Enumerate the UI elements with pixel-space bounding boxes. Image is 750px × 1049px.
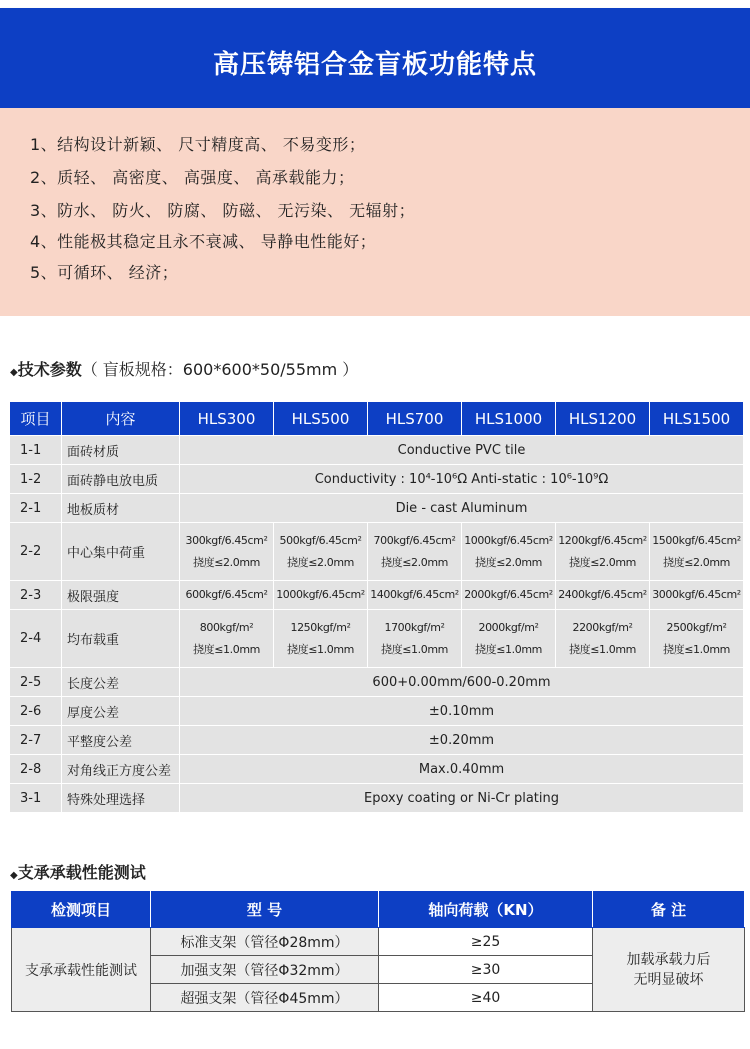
row-label-cell: 平整度公差 bbox=[62, 726, 180, 755]
table-row bbox=[10, 755, 744, 784]
value-cell bbox=[556, 610, 650, 668]
feature-item: 3、防水、 防火、 防腐、 防磁、 无污染、 无辐射； bbox=[30, 201, 416, 220]
spec-section-subtitle: （ 盲板规格：600*600*50/55mm ） bbox=[81, 360, 359, 379]
value-cell bbox=[180, 610, 274, 668]
value-text: 300kgf/6.45cm² 挠度≤2.0mm bbox=[185, 533, 268, 569]
row-number-cell: 2-4 bbox=[10, 610, 62, 668]
column-header: HLS1000 bbox=[462, 402, 556, 436]
value-cell bbox=[650, 610, 744, 668]
value-cell bbox=[650, 581, 744, 610]
row-label-cell: 中心集中荷重 bbox=[62, 523, 180, 581]
row-number-cell: 2-7 bbox=[10, 726, 62, 755]
merged-value-cell: Conductive PVC tile bbox=[180, 436, 744, 465]
value-text: 2000kgf/6.45cm² bbox=[464, 588, 553, 601]
note-text: 加载承载力后 无明显破坏 bbox=[626, 951, 711, 988]
model-cell: 加强支架（管径Φ32mm） bbox=[151, 956, 379, 984]
row-number-cell: 2-2 bbox=[10, 523, 62, 581]
table-row bbox=[10, 494, 744, 523]
support-header-row bbox=[12, 892, 745, 928]
value-cell bbox=[368, 581, 462, 610]
merged-value-cell: Epoxy coating or Ni-Cr plating bbox=[180, 784, 744, 813]
load-cell: ≥25 bbox=[379, 928, 593, 956]
load-cell: ≥40 bbox=[379, 984, 593, 1012]
row-number-cell: 2-3 bbox=[10, 581, 62, 610]
value-text: 700kgf/6.45cm² 挠度≤2.0mm bbox=[373, 533, 456, 569]
row-number-cell: 3-1 bbox=[10, 784, 62, 813]
model-cell: 标准支架（管径Φ28mm） bbox=[151, 928, 379, 956]
features-panel bbox=[0, 108, 750, 316]
row-number-cell: 2-5 bbox=[10, 668, 62, 697]
value-cell bbox=[462, 581, 556, 610]
table-row bbox=[10, 610, 744, 668]
value-cell bbox=[180, 523, 274, 581]
merged-value-cell: 600+0.00mm/600-0.20mm bbox=[180, 668, 744, 697]
row-number-cell: 1-2 bbox=[10, 465, 62, 494]
spec-header-row bbox=[10, 402, 744, 436]
value-text: 2500kgf/m² 挠度≤1.0mm bbox=[663, 620, 730, 656]
model-cell: 超强支架（管径Φ45mm） bbox=[151, 984, 379, 1012]
row-label-cell: 特殊处理选择 bbox=[62, 784, 180, 813]
merged-value-cell: ±0.20mm bbox=[180, 726, 744, 755]
support-section-title: 支承承载性能测试 bbox=[17, 863, 146, 882]
value-text: 800kgf/m² 挠度≤1.0mm bbox=[193, 620, 260, 656]
table-row bbox=[10, 523, 744, 581]
value-text: 1000kgf/6.45cm² bbox=[276, 588, 365, 601]
column-header: HLS1200 bbox=[556, 402, 650, 436]
feature-item: 2、质轻、 高密度、 高强度、 高承载能力； bbox=[30, 168, 355, 187]
column-header: 内容 bbox=[62, 402, 180, 436]
value-text: 3000kgf/6.45cm² bbox=[652, 588, 741, 601]
note-cell bbox=[593, 928, 745, 1012]
value-cell bbox=[274, 610, 368, 668]
row-label-cell: 面砖材质 bbox=[62, 436, 180, 465]
value-text: 1700kgf/m² 挠度≤1.0mm bbox=[381, 620, 448, 656]
value-text: 600kgf/6.45cm² bbox=[185, 588, 268, 601]
row-label-cell: 极限强度 bbox=[62, 581, 180, 610]
row-label-cell: 厚度公差 bbox=[62, 697, 180, 726]
column-header: 检测项目 bbox=[12, 892, 151, 928]
table-row bbox=[10, 465, 744, 494]
support-table bbox=[11, 891, 745, 1012]
column-header: HLS1500 bbox=[650, 402, 744, 436]
value-cell bbox=[462, 523, 556, 581]
merged-value-cell: Max.0.40mm bbox=[180, 755, 744, 784]
table-row bbox=[10, 784, 744, 813]
load-cell: ≥30 bbox=[379, 956, 593, 984]
table-row bbox=[10, 436, 744, 465]
row-number-cell: 2-8 bbox=[10, 755, 62, 784]
value-cell bbox=[650, 523, 744, 581]
column-header: HLS700 bbox=[368, 402, 462, 436]
title-banner bbox=[0, 8, 750, 108]
spec-table bbox=[9, 401, 744, 813]
value-text: 1500kgf/6.45cm² 挠度≤2.0mm bbox=[652, 533, 741, 569]
row-label-cell: 地板质材 bbox=[62, 494, 180, 523]
value-text: 1200kgf/6.45cm² 挠度≤2.0mm bbox=[558, 533, 647, 569]
row-label-cell: 面砖静电放电质 bbox=[62, 465, 180, 494]
value-cell bbox=[180, 581, 274, 610]
test-item-cell: 支承承载性能测试 bbox=[12, 928, 151, 1012]
value-cell bbox=[462, 610, 556, 668]
value-cell bbox=[274, 581, 368, 610]
column-header: 轴向荷载（KN） bbox=[379, 892, 593, 928]
column-header: HLS300 bbox=[180, 402, 274, 436]
row-number-cell: 1-1 bbox=[10, 436, 62, 465]
value-text: 500kgf/6.45cm² 挠度≤2.0mm bbox=[279, 533, 362, 569]
column-header: 项目 bbox=[10, 402, 62, 436]
merged-value-cell: Conductivity : 10⁴-10⁶Ω Anti-static : 10⁶-10⁹Ω bbox=[180, 465, 744, 494]
value-text: 2400kgf/6.45cm² bbox=[558, 588, 647, 601]
page-title: 高压铸铝合金盲板功能特点 bbox=[212, 50, 537, 80]
row-number-cell: 2-1 bbox=[10, 494, 62, 523]
value-cell bbox=[368, 523, 462, 581]
diamond-icon: ◆ bbox=[10, 870, 18, 881]
spec-section-title: 技术参数 bbox=[17, 360, 82, 379]
support-section-heading bbox=[10, 860, 146, 883]
table-row bbox=[10, 726, 744, 755]
value-text: 2200kgf/m² 挠度≤1.0mm bbox=[569, 620, 636, 656]
value-cell bbox=[368, 610, 462, 668]
value-cell bbox=[556, 581, 650, 610]
value-cell bbox=[556, 523, 650, 581]
feature-item: 5、可循环、 经济； bbox=[30, 263, 179, 282]
table-row bbox=[10, 581, 744, 610]
row-label-cell: 均布载重 bbox=[62, 610, 180, 668]
value-text: 1250kgf/m² 挠度≤1.0mm bbox=[287, 620, 354, 656]
column-header: 型 号 bbox=[151, 892, 379, 928]
value-cell bbox=[274, 523, 368, 581]
spec-section-heading bbox=[10, 357, 358, 380]
value-text: 1000kgf/6.45cm² 挠度≤2.0mm bbox=[464, 533, 553, 569]
feature-item: 1、结构设计新颖、 尺寸精度高、 不易变形； bbox=[30, 135, 366, 154]
row-label-cell: 长度公差 bbox=[62, 668, 180, 697]
value-text: 2000kgf/m² 挠度≤1.0mm bbox=[475, 620, 542, 656]
table-row bbox=[10, 697, 744, 726]
row-label-cell: 对角线正方度公差 bbox=[62, 755, 180, 784]
diamond-icon: ◆ bbox=[10, 367, 18, 378]
column-header: 备 注 bbox=[593, 892, 745, 928]
column-header: HLS500 bbox=[274, 402, 368, 436]
feature-item: 4、性能极其稳定且永不衰减、 导静电性能好； bbox=[30, 232, 377, 251]
merged-value-cell: ±0.10mm bbox=[180, 697, 744, 726]
table-row bbox=[12, 928, 745, 956]
merged-value-cell: Die - cast Aluminum bbox=[180, 494, 744, 523]
value-text: 1400kgf/6.45cm² bbox=[370, 588, 459, 601]
table-row bbox=[10, 668, 744, 697]
row-number-cell: 2-6 bbox=[10, 697, 62, 726]
